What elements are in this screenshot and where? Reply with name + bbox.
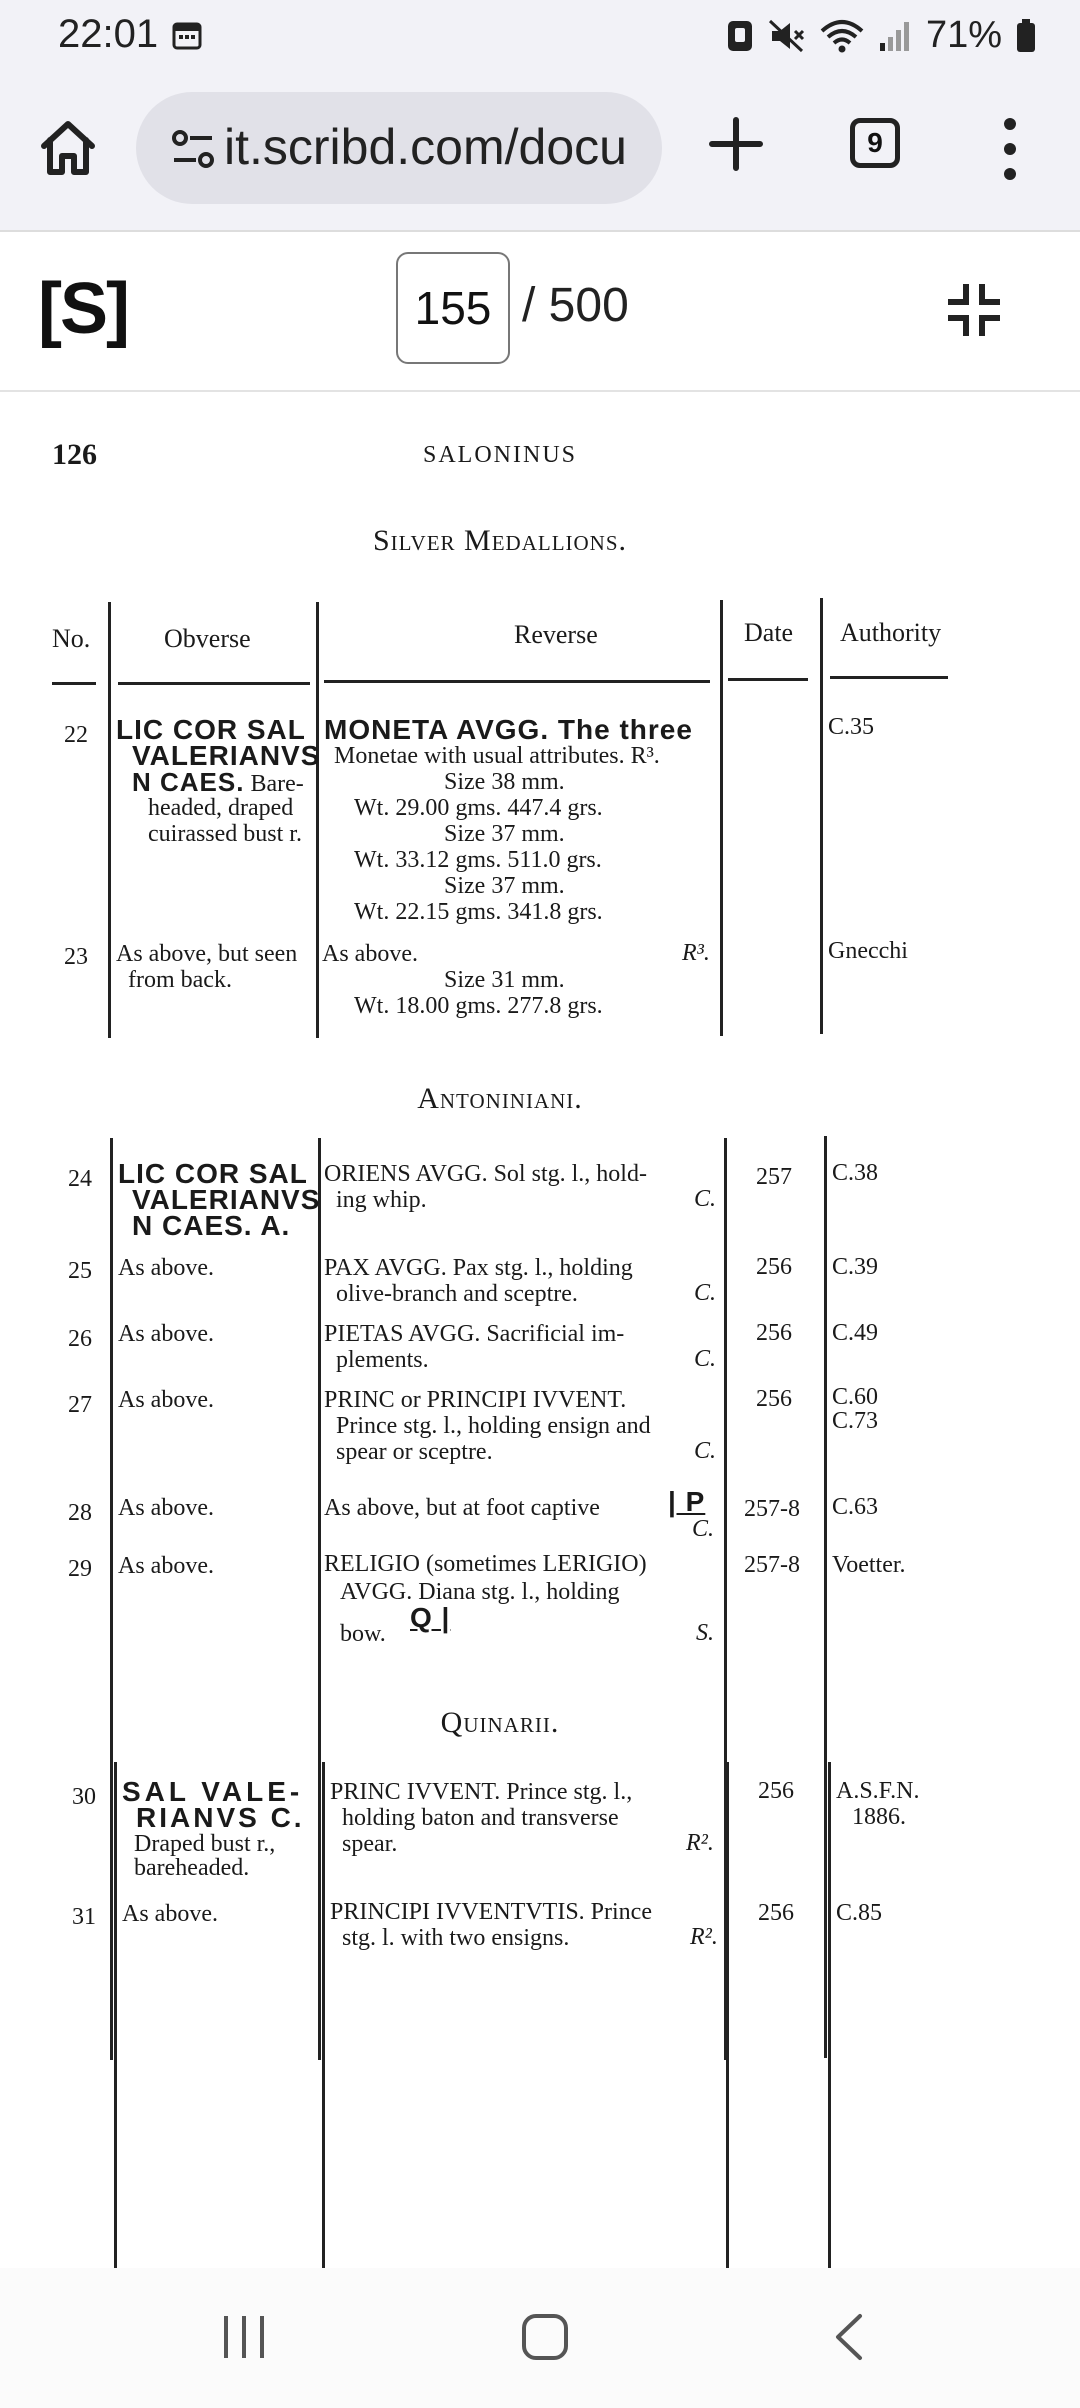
- reverse-text: PRINC or PRINCIPI IVVENT.: [324, 1387, 627, 1413]
- date-value: 256: [756, 1254, 792, 1280]
- authority-ref: C.49: [832, 1320, 879, 1346]
- reverse-text: PIETAS AVGG. Sacrificial im-: [324, 1321, 625, 1347]
- authority-ref: C.60: [832, 1384, 879, 1410]
- reverse-text: spear.: [342, 1831, 398, 1857]
- mint-mark: | P: [668, 1486, 706, 1517]
- rarity-mark: C.: [694, 1346, 717, 1372]
- authority-ref: C.39: [832, 1254, 879, 1280]
- collapse-icon[interactable]: [944, 280, 1004, 340]
- authority-ref: C.73: [832, 1408, 879, 1434]
- mute-icon: [768, 19, 806, 53]
- reverse-text: ing whip.: [336, 1187, 427, 1213]
- rarity-mark: R³.: [682, 940, 710, 966]
- row-number: 29: [68, 1556, 92, 1582]
- reverse-text: Wt. 18.00 gms. 277.8 grs.: [354, 993, 603, 1019]
- date-value: 256: [758, 1778, 794, 1804]
- reverse-text: Size 37 mm.: [444, 873, 565, 899]
- reverse-text: PAX AVGG. Pax stg. l., holding: [324, 1255, 633, 1281]
- reverse-text: holding baton and transverse: [342, 1805, 619, 1831]
- section-antoniniani: Antoniniani.: [417, 1082, 583, 1115]
- authority-ref: 1886.: [852, 1804, 906, 1830]
- header-no: No.: [52, 624, 91, 653]
- browser-toolbar: [0, 72, 1080, 232]
- reverse-text: PRINC IVVENT. Prince stg. l.,: [330, 1779, 633, 1805]
- reverse-text: plements.: [336, 1347, 429, 1373]
- reverse-text: Wt. 33.12 gms. 511.0 grs.: [354, 847, 602, 873]
- reverse-text: olive-branch and sceptre.: [336, 1281, 578, 1307]
- header-authority: Authority: [840, 618, 942, 647]
- column-rule: [720, 600, 723, 1036]
- reverse-text: Prince stg. l., holding ensign and: [336, 1413, 651, 1439]
- header-rule: [118, 682, 310, 685]
- date-value: 257-8: [744, 1552, 800, 1578]
- page-number-input[interactable]: 155: [396, 252, 510, 364]
- mint-mark: Q |: [410, 1602, 451, 1633]
- authority-ref: Gnecchi: [828, 938, 908, 964]
- reverse-text: As above.: [322, 941, 418, 967]
- obverse-text: As above.: [118, 1495, 214, 1521]
- reverse-text: RELIGIO (sometimes LERIGIO): [324, 1551, 647, 1577]
- authority-ref: A.S.F.N.: [836, 1778, 920, 1804]
- page-number: 126: [52, 438, 97, 471]
- back-icon[interactable]: [830, 2312, 866, 2362]
- reverse-text: bow.: [340, 1621, 386, 1647]
- reverse-text: ORIENS AVGG. Sol stg. l., hold-: [324, 1161, 647, 1187]
- rarity-mark: C.: [694, 1280, 717, 1306]
- page-total: / 500: [522, 279, 629, 332]
- authority-ref: C.35: [828, 714, 875, 740]
- nav-home-icon[interactable]: [520, 2312, 570, 2362]
- status-time: 22:01: [58, 12, 159, 56]
- authority-ref: C.63: [832, 1494, 879, 1520]
- more-vert-icon[interactable]: [990, 114, 1030, 184]
- status-icons: [726, 14, 1036, 57]
- date-value: 256: [756, 1386, 792, 1412]
- row-number: 26: [68, 1326, 92, 1352]
- row-number: 27: [68, 1392, 92, 1418]
- obverse-text: bareheaded.: [134, 1855, 250, 1881]
- rarity-mark: S.: [696, 1620, 714, 1646]
- battery-icon: [1016, 19, 1036, 53]
- reverse-text: Size 31 mm.: [444, 967, 565, 993]
- document-toolbar: [0, 232, 1080, 392]
- reverse-text: Wt. 29.00 gms. 447.4 grs.: [354, 795, 603, 821]
- row-number: 31: [72, 1904, 96, 1930]
- home-icon[interactable]: [36, 116, 100, 180]
- row-number: 30: [72, 1784, 96, 1810]
- reverse-text: PRINCIPI IVVENTVTIS. Prince: [330, 1899, 652, 1925]
- tab-switcher-button[interactable]: [850, 118, 900, 168]
- battery-percent: 71%: [925, 14, 1002, 56]
- tab-count: 9: [867, 127, 883, 158]
- obverse-legend: VALERIANVS: [132, 740, 321, 771]
- address-bar[interactable]: [136, 92, 662, 204]
- obverse-legend: RIANVS C.: [136, 1802, 305, 1833]
- reverse-text: Size 38 mm.: [444, 769, 565, 795]
- obverse-legend: LIC COR SAL: [118, 1158, 308, 1189]
- date-value: 256: [758, 1900, 794, 1926]
- recent-apps-icon[interactable]: [222, 2312, 266, 2362]
- obverse-text: N CAES. Bare-: [132, 767, 304, 797]
- date-value: 257-8: [744, 1496, 800, 1522]
- url-text: it.scribd.com/docu: [224, 119, 627, 175]
- column-rule: [108, 602, 111, 1038]
- header-rule: [830, 676, 948, 679]
- site-info-icon[interactable]: [172, 128, 214, 170]
- obverse-text: from back.: [128, 967, 232, 993]
- header-date: Date: [744, 618, 794, 647]
- rarity-mark: C.: [694, 1438, 717, 1464]
- reverse-text: AVGG. Diana stg. l., holding: [340, 1579, 620, 1605]
- header-reverse: Reverse: [514, 620, 598, 649]
- header-obverse: Obverse: [164, 624, 251, 653]
- authority-ref: C.38: [832, 1160, 879, 1186]
- header-rule: [52, 682, 96, 685]
- obverse-text: As above.: [118, 1553, 214, 1579]
- obverse-legend: N CAES. A.: [132, 1210, 291, 1241]
- signal-icon: [878, 19, 912, 53]
- column-rule: [820, 598, 823, 1034]
- section-silver-medallions: Silver Medallions.: [372, 524, 628, 557]
- rarity-mark: C.: [694, 1186, 717, 1212]
- obverse-legend: LIC COR SAL: [116, 714, 306, 745]
- row-number: 25: [68, 1258, 92, 1284]
- rarity-mark: R².: [686, 1830, 714, 1856]
- rarity-mark: C.: [692, 1516, 715, 1542]
- obverse-text: headed, draped: [148, 795, 294, 821]
- obverse-text: As above.: [118, 1387, 214, 1413]
- running-head: SALONINUS: [422, 442, 577, 468]
- document-viewport[interactable]: [0, 392, 1080, 2268]
- date-value: 256: [756, 1320, 792, 1346]
- rarity-mark: R².: [690, 1924, 718, 1950]
- nfc-icon: [726, 19, 754, 53]
- obverse-text: Draped bust r.,: [134, 1831, 276, 1857]
- system-nav-bar: [0, 2268, 1080, 2408]
- calendar-icon: [172, 20, 202, 50]
- obverse-text: As above.: [118, 1255, 214, 1281]
- reverse-text: stg. l. with two ensigns.: [342, 1925, 570, 1951]
- row-number: 28: [68, 1500, 92, 1526]
- row-number: 24: [68, 1166, 92, 1192]
- reverse-text: spear or sceptre.: [336, 1439, 493, 1465]
- obverse-legend: SAL VALE-: [122, 1776, 304, 1807]
- reverse-text: Monetae with usual attributes. R³.: [334, 743, 660, 769]
- obverse-legend: VALERIANVS: [132, 1184, 321, 1215]
- column-rule: [110, 1138, 113, 2060]
- document-page: [0, 392, 1080, 2268]
- obverse-text: As above, but seen: [116, 941, 298, 967]
- reverse-text: Wt. 22.15 gms. 341.8 grs.: [354, 899, 603, 925]
- reverse-text: Size 37 mm.: [444, 821, 565, 847]
- header-rule: [324, 680, 710, 683]
- authority-ref: Voetter.: [832, 1552, 906, 1578]
- reverse-text: As above, but at foot captive: [324, 1495, 600, 1521]
- obverse-text: cuirassed bust r.: [148, 821, 302, 847]
- column-rule: [318, 1138, 321, 2060]
- date-value: 257: [756, 1164, 792, 1190]
- reverse-text: MONETA AVGG. The three: [324, 714, 693, 745]
- scribd-logo[interactable]: [S]: [38, 269, 128, 349]
- section-quinarii: Quinarii.: [440, 1706, 560, 1739]
- authority-ref: C.85: [836, 1900, 883, 1926]
- row-number: 23: [64, 944, 88, 970]
- row-number: 22: [64, 722, 88, 748]
- header-rule: [728, 678, 808, 681]
- column-rule: [824, 1136, 827, 2058]
- obverse-text: As above.: [122, 1901, 218, 1927]
- column-rule: [316, 602, 319, 1038]
- plus-icon[interactable]: [704, 112, 768, 176]
- obverse-text: As above.: [118, 1321, 214, 1347]
- status-bar: [0, 0, 1080, 72]
- wifi-icon: [820, 19, 864, 53]
